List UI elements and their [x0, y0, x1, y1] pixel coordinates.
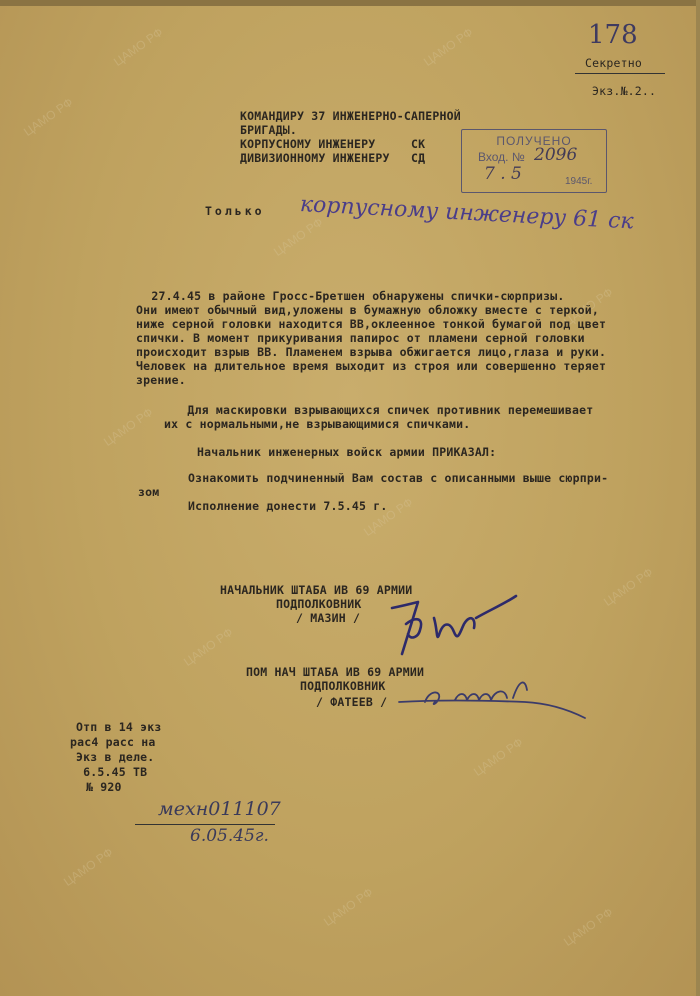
signatory-title: НАЧАЛЬНИК ШТАБА ИВ 69 АРМИИ	[220, 583, 413, 597]
copy-number: Экз.№.2..	[592, 84, 657, 98]
body-line: спички. В момент прикуривания папирос от пламени серной головки	[136, 331, 585, 345]
stamp-title: ПОЛУЧЕНО	[496, 134, 572, 148]
only-label: Только	[205, 204, 265, 218]
body-line: происходит взрыв ВВ. Пламенем взрыва обжигается лицо,глаза и руки.	[136, 345, 607, 359]
signature-mazin	[380, 588, 530, 660]
stamp-incoming-number: 2096	[534, 145, 578, 165]
signatory-rank: ПОДПОЛКОВНИК	[276, 597, 362, 611]
distribution-note: 6.5.45 ТВ	[76, 765, 148, 779]
body-line: 27.4.45 в районе Гросс-Бретшен обнаружены спички-сюрпризы.	[130, 289, 565, 303]
order-heading: Начальник инженерных войск армии ПРИКАЗАЛ:	[197, 445, 497, 459]
body-line: Для маскировки взрывающихся спичек противник перемешивает	[166, 403, 594, 417]
addressee-line: ДИВИЗИОННОМУ ИНЖЕНЕРУ СД	[240, 151, 426, 165]
watermark: ЦАМО РФ	[21, 95, 76, 139]
signatory-rank: ПОДПОЛКОВНИК	[300, 679, 386, 693]
classification-underline	[575, 73, 665, 74]
addressee-line: КОМАНДИРУ 37 ИНЖЕНЕРНО-САПЕРНОЙ	[240, 109, 461, 123]
signatory-name: / ФАТЕЕВ /	[316, 695, 388, 709]
distribution-note: Отп в 14 экз	[76, 720, 162, 734]
watermark: ЦАМО РФ	[471, 735, 526, 779]
signatory-name: / МАЗИН /	[296, 611, 361, 625]
addressee-line: БРИГАДЫ.	[240, 123, 297, 137]
sheet-number: 178	[588, 20, 638, 50]
order-item-continuation: зом	[138, 485, 160, 499]
distribution-note: рас4 расс на	[70, 735, 156, 749]
handwritten-archive-number: мехн011107	[158, 798, 281, 820]
distribution-note: Экз в деле.	[76, 750, 155, 764]
distribution-note: № 920	[86, 780, 122, 794]
body-line: Человек на длительное время выходит из строя или совершенно теряет	[136, 359, 607, 373]
body-line: зрение.	[136, 373, 186, 387]
body-line: их с нормальными,не взрывающимися спичками.	[164, 417, 471, 431]
received-stamp	[461, 129, 607, 193]
handwritten-recipient: корпусному инженеру 61 ск	[299, 192, 635, 235]
watermark: ЦАМО РФ	[181, 625, 236, 669]
stamp-date: 7 . 5	[484, 164, 522, 184]
stamp-incoming-label: Вход. №	[478, 150, 525, 164]
watermark: ЦАМО РФ	[561, 905, 616, 949]
paper-right-edge	[696, 0, 700, 996]
watermark: ЦАМО РФ	[321, 885, 376, 929]
classification-label: Секретно	[585, 56, 642, 70]
watermark: ЦАМО РФ	[601, 565, 656, 609]
watermark: ЦАМО РФ	[421, 25, 476, 69]
signature-fateev	[395, 672, 595, 724]
body-line: Они имеют обычный вид,уложены в бумажную обложку вместе с теркой,	[136, 303, 600, 317]
watermark: ЦАМО РФ	[561, 285, 616, 329]
addressee-line: КОРПУСНОМУ ИНЖЕНЕРУ СК	[240, 137, 426, 151]
order-item: Исполнение донести 7.5.45 г.	[188, 499, 388, 513]
watermark: ЦАМО РФ	[271, 215, 326, 259]
handwritten-date: 6.05.45г.	[190, 826, 269, 846]
watermark: ЦАМО РФ	[111, 25, 166, 69]
archive-rule	[135, 824, 275, 825]
order-item: Ознакомить подчиненный Вам состав с описанными выше сюрпри-	[188, 471, 609, 485]
stamp-year: 1945г.	[565, 176, 593, 187]
signatory-title: ПОМ НАЧ ШТАБА ИВ 69 АРМИИ	[246, 665, 425, 679]
paper-top-edge	[0, 0, 700, 6]
watermark: ЦАМО РФ	[361, 495, 416, 539]
watermark: ЦАМО РФ	[61, 845, 116, 889]
body-line: ниже серной головки находится ВВ,оклеенное тонкой бумагой под цвет	[136, 317, 607, 331]
watermark: ЦАМО РФ	[101, 405, 156, 449]
